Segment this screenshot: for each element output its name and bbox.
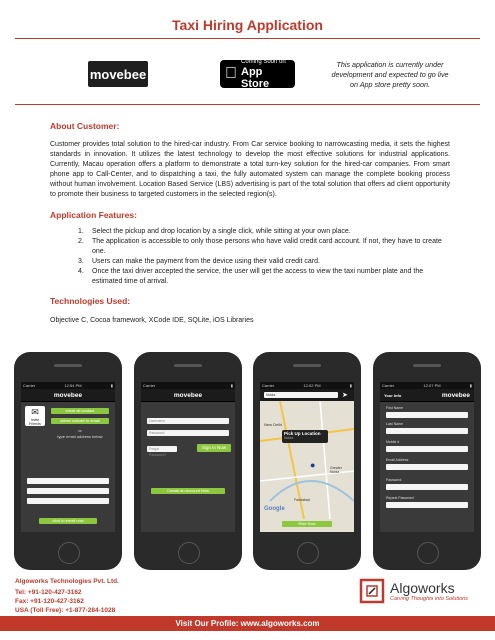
email-field[interactable]	[27, 498, 109, 504]
google-logo: Google	[264, 506, 285, 512]
battery-icon: ▮	[469, 383, 472, 388]
about-heading: About Customer:	[50, 121, 120, 131]
password-field[interactable]: Password	[147, 430, 229, 436]
app-header: movebee	[141, 389, 235, 402]
email-field[interactable]	[27, 478, 109, 484]
app-store-badge[interactable]: Coming Soon on App Store	[220, 60, 295, 88]
apple-icon	[225, 65, 237, 83]
last-name-field[interactable]	[386, 428, 468, 434]
profile-link[interactable]: Visit Our Profile: www.algoworks.com	[0, 616, 495, 631]
home-button[interactable]	[178, 542, 200, 564]
app-header: movebee	[21, 389, 115, 402]
company-name: Algoworks Technologies Pvt. Ltd.	[15, 578, 119, 585]
phone-invite	[14, 352, 122, 570]
ride-now-button[interactable]: Ride Now	[282, 521, 332, 527]
first-name-field[interactable]	[386, 412, 468, 418]
mobile-field[interactable]	[386, 446, 468, 452]
create-account-button[interactable]: Create an Account Now	[151, 488, 225, 494]
home-button[interactable]	[58, 542, 80, 564]
envelope-icon: ✉	[31, 407, 39, 417]
battery-icon: ▮	[110, 383, 113, 388]
usa-toll-free: USA (Toll Free): +1-877-284-1028	[15, 607, 116, 614]
phone-register	[373, 352, 481, 570]
map-pin-icon[interactable]: ●	[310, 460, 316, 470]
tel: Tel: +91-120-427-3162	[15, 589, 82, 596]
tech-heading: Technologies Used:	[50, 296, 131, 306]
password-field[interactable]	[386, 484, 468, 490]
sign-in-button[interactable]: Sign In Now	[197, 444, 231, 452]
phone-screen: Carrier 12:54 PM ▮ movebee ✉ Invite Friends email all contact select contact to email or type email address below click to email now	[21, 382, 115, 532]
fax: Fax: +91-120-427-3162	[15, 598, 84, 605]
select-contact-button[interactable]: select contact to email	[51, 418, 109, 424]
locate-arrow-icon[interactable]: ➤	[342, 392, 348, 399]
forgot-password-link[interactable]: Forgot Password?	[147, 446, 177, 452]
tech-body: Objective C, Cocoa framework, XCode IDE, SQLite, iOS Libraries	[50, 317, 254, 324]
algoworks-logo: Algoworks Carving Thoughts into Solutions	[358, 577, 468, 605]
header-rule	[15, 104, 480, 105]
phone-login	[134, 352, 242, 570]
email-now-button[interactable]: click to email now	[39, 518, 97, 524]
home-button[interactable]	[417, 542, 439, 564]
feature-item: 4. Once the taxi driver accepted the service, the user will get the access to view the taxi number plate and the estimated time of arrival.	[78, 268, 424, 285]
phone-speaker	[293, 364, 321, 367]
phone-screen: Carrier 12:02 PM ▮ Noida ➤ New Delhi Pick Up Location Noida ● Greater Noida Faridabad Google Ride Now	[260, 382, 354, 532]
title-rule	[15, 38, 480, 39]
availability-note: This application is currently under development and expected to go live on App store pretty soon.	[331, 60, 449, 89]
phone-screen: Carrier ▮ movebee Username Password Forgot Password? Sign In Now Create an Account Now	[141, 382, 235, 532]
algoworks-mark-icon	[358, 577, 386, 605]
phone-speaker	[174, 364, 202, 367]
features-heading: Application Features:	[50, 210, 137, 220]
feature-item: 1. Select the pickup and drop location by a single click, while sitting at your own place.	[78, 228, 351, 235]
invite-friends-button[interactable]: ✉ Invite Friends	[25, 406, 45, 426]
app-header: Your Info movebee	[380, 389, 474, 402]
email-field[interactable]	[27, 488, 109, 494]
phone-map	[253, 352, 361, 570]
username-field[interactable]: Username	[147, 418, 229, 424]
feature-item: 3. Users can make the payment from the device using their valid credit card.	[78, 258, 320, 265]
battery-icon: ▮	[230, 383, 233, 388]
features-list	[78, 227, 450, 287]
pickup-callout[interactable]: Pick Up Location Noida	[282, 430, 328, 443]
phone-speaker	[413, 364, 441, 367]
about-body: Customer provides total solution to the hired-car industry. From Car service booking to narrowcasting media, it sets the highest standards in innovation. It utilizes the latest technology to develop the most effective solutions for industrial applications. Currently, Macau operation offers a platform to demonstrate a total turn-key solution for the hired-car companies. From smart phone app to Call-Center, and to dispatching a taxi, the fully automated system can manage the complete booking process without human involvement. Location Based Service (LBS) advertising is part of the total solution that offers ad client opportunity to promote their business to targeted customers in the selected region(s).	[50, 141, 450, 198]
phone-speaker	[54, 364, 82, 367]
repeat-password-field[interactable]	[386, 502, 468, 508]
home-button[interactable]	[297, 542, 319, 564]
search-input[interactable]: Noida	[264, 392, 338, 398]
movebee-logo: movebee	[88, 61, 148, 87]
phone-screen: Carrier 12:07 PM ▮ Your Info movebee First Name Last Name Mobile # Email Address Password Repeat Password	[380, 382, 474, 532]
battery-icon: ▮	[349, 383, 352, 388]
page-title: Taxi Hiring Application	[172, 17, 323, 33]
email-field[interactable]	[386, 464, 468, 470]
email-all-button[interactable]: email all contact	[51, 408, 109, 414]
feature-item: 2. The application is accessible to only those persons who have valid credit card account. If not, they have to create one.	[78, 238, 442, 255]
